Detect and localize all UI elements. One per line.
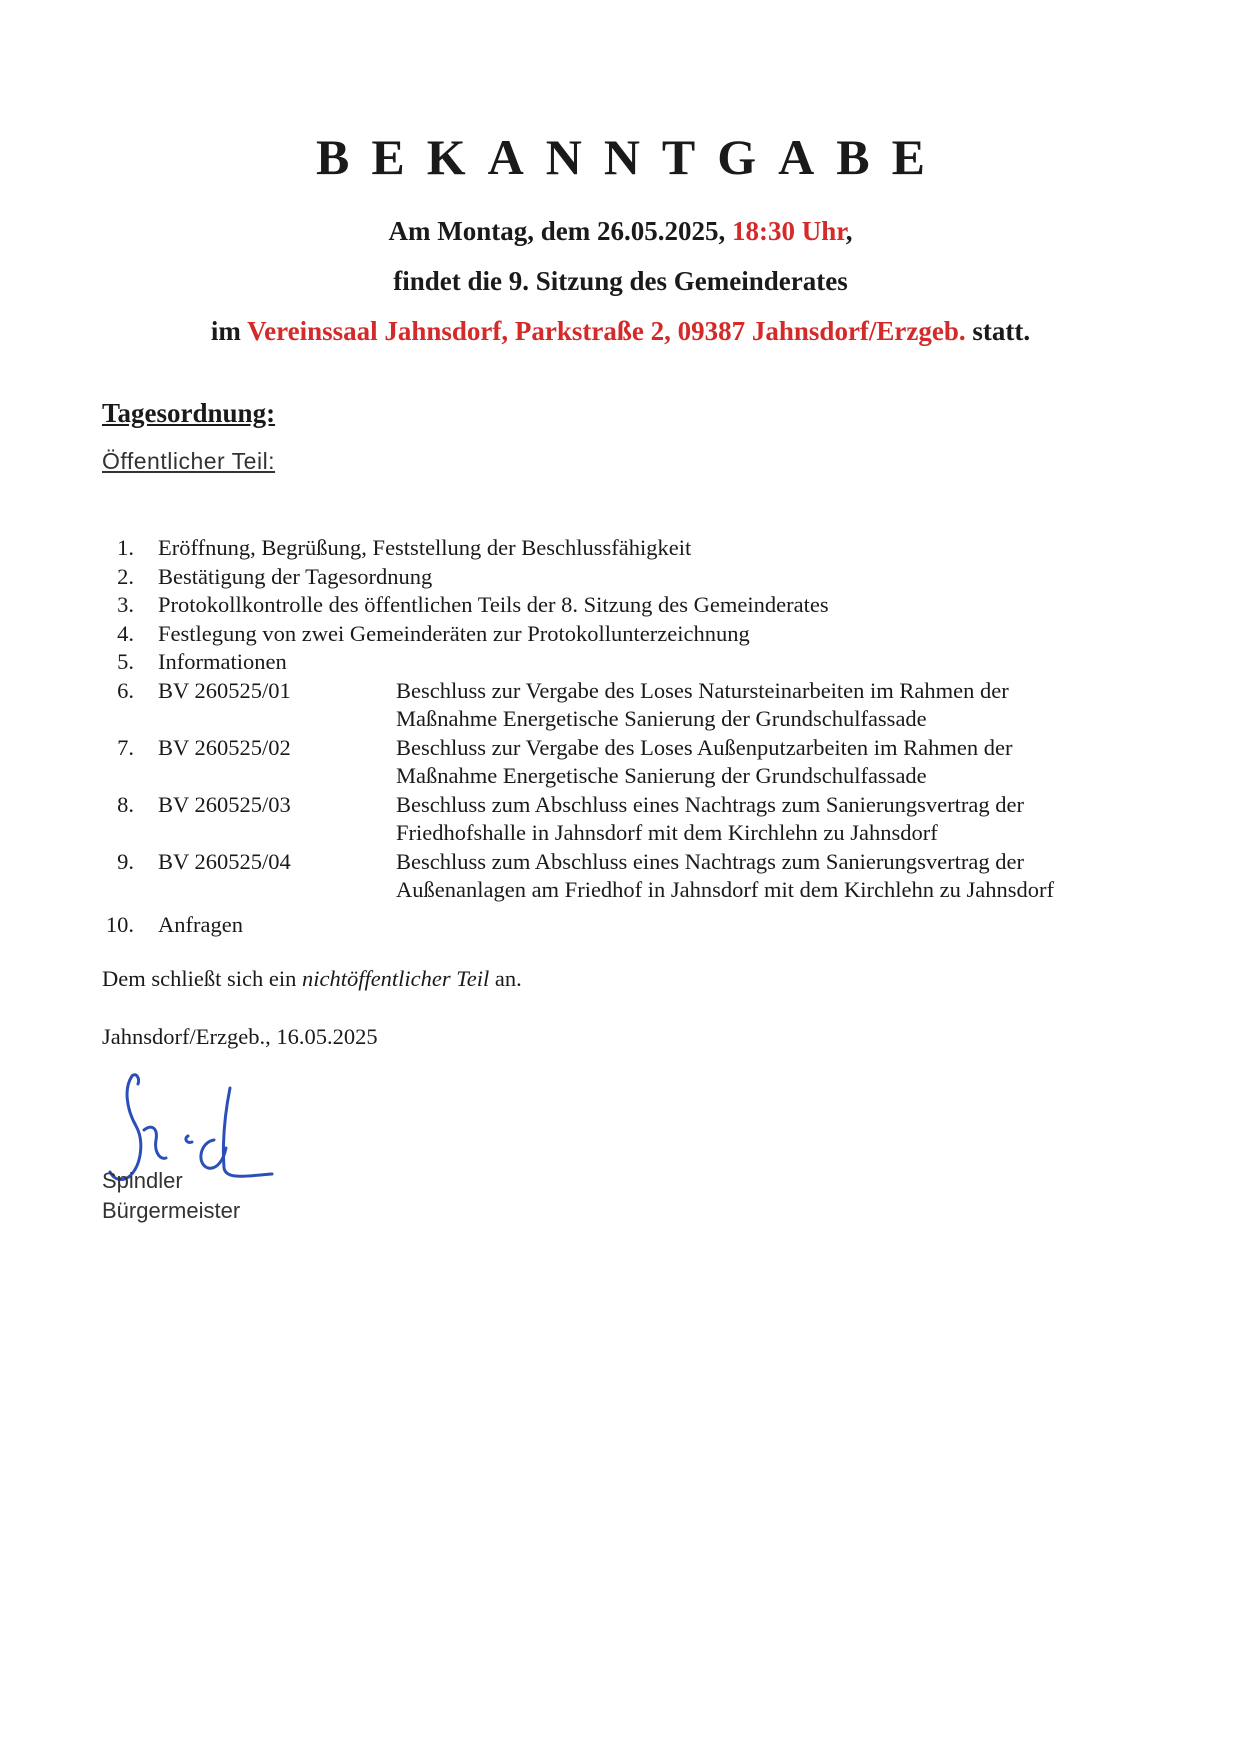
- meeting-location-line: [0, 316, 1241, 347]
- closing-emphasis: nichtöffentlicher Teil: [301, 966, 490, 991]
- agenda-item-text: [396, 734, 1160, 791]
- agenda-item-number: 9.: [117, 848, 134, 874]
- agenda-item: [100, 648, 1160, 677]
- agenda-item-number: 2.: [117, 563, 134, 589]
- location-prefix: im: [210, 316, 248, 346]
- agenda-item: [100, 848, 1160, 905]
- resolution-code: BV 260525/03: [158, 791, 291, 817]
- agenda-item-number: 10.: [105, 911, 134, 937]
- location-suffix: statt.: [965, 316, 1031, 346]
- agenda-heading: Tagesordnung:: [102, 398, 276, 428]
- agenda-item: [100, 620, 1160, 649]
- agenda-item-text-line: Maßnahme Energetische Sanierung der Grundschulfassade: [396, 763, 927, 788]
- agenda-item-text-line: Außenanlagen am Friedhof in Jahnsdorf mit dem Kirchlehn zu Jahnsdorf: [396, 877, 1054, 902]
- agenda-item-text: [396, 791, 1160, 848]
- closing-suffix: an.: [489, 966, 522, 991]
- agenda-item-text-line: Beschluss zur Vergabe des Loses Außenputzarbeiten im Rahmen der: [396, 734, 1013, 760]
- agenda-item: [100, 911, 1160, 940]
- meeting-session-line: findet die 9. Sitzung des Gemeinderates: [393, 266, 848, 296]
- agenda-item: [100, 591, 1160, 620]
- resolution-code: BV 260525/02: [158, 734, 291, 760]
- agenda-item-text: Eröffnung, Begrüßung, Feststellung der Beschlussfähigkeit: [158, 535, 692, 560]
- agenda-item-text: Protokollkontrolle des öffentlichen Teils der 8. Sitzung des Gemeinderates: [158, 592, 829, 617]
- agenda-item-number: 3.: [117, 592, 134, 617]
- agenda-list: [100, 534, 1160, 939]
- meeting-time: 18:30 Uhr: [731, 216, 846, 246]
- agenda-item-text-line: Beschluss zum Abschluss eines Nachtrags zum Sanierungsvertrag der: [396, 848, 1024, 874]
- document-title: BEKANNTGABE: [316, 129, 947, 185]
- agenda-item-text-line: Maßnahme Energetische Sanierung der Grundschulfassade: [396, 706, 927, 731]
- agenda-item-text: Informationen: [158, 649, 287, 674]
- agenda-item-number: 4.: [117, 620, 134, 646]
- agenda-item-text: Bestätigung der Tagesordnung: [158, 563, 433, 589]
- agenda-item-text: [396, 848, 1160, 905]
- closing-note: [102, 966, 522, 992]
- agenda-item: [100, 791, 1160, 848]
- agenda-item-number: 6.: [117, 677, 134, 703]
- agenda-item-number: 1.: [117, 535, 134, 560]
- agenda-item-number: 7.: [117, 734, 134, 760]
- agenda-item-text-line: Beschluss zum Abschluss eines Nachtrags zum Sanierungsvertrag der: [396, 791, 1024, 817]
- agenda-item-text: Festlegung von zwei Gemeinderäten zur Protokollunterzeichnung: [158, 620, 750, 646]
- agenda-item: [100, 563, 1160, 592]
- closing-prefix: Dem schließt sich ein: [102, 966, 302, 991]
- public-part-heading: Öffentlicher Teil:: [102, 448, 276, 474]
- agenda-item: [100, 534, 1160, 563]
- meeting-date-line: [0, 216, 1241, 247]
- meeting-date: Am Montag, dem 26.05.2025,: [388, 216, 732, 246]
- meeting-date-suffix: ,: [845, 216, 853, 246]
- place-and-date: Jahnsdorf/Erzgeb., 16.05.2025: [102, 1024, 378, 1049]
- resolution-code: BV 260525/04: [158, 848, 291, 874]
- agenda-item-text-line: Beschluss zur Vergabe des Loses Natursteinarbeiten im Rahmen der: [396, 677, 1009, 703]
- agenda-item-text-line: Friedhofshalle in Jahnsdorf mit dem Kirchlehn zu Jahnsdorf: [396, 820, 938, 845]
- agenda-item-text: Anfragen: [158, 911, 243, 937]
- signer-role: Bürgermeister: [102, 1198, 241, 1223]
- signer-name: Spindler: [102, 1168, 183, 1193]
- agenda-item-number: 8.: [117, 791, 134, 817]
- agenda-item: [100, 677, 1160, 734]
- agenda-item-text: [396, 677, 1160, 734]
- agenda-item-number: 5.: [117, 649, 134, 674]
- agenda-item: [100, 734, 1160, 791]
- resolution-code: BV 260525/01: [158, 677, 291, 703]
- meeting-location: Vereinssaal Jahnsdorf, Parkstraße 2, 09387 Jahnsdorf/Erzgeb.: [247, 316, 966, 346]
